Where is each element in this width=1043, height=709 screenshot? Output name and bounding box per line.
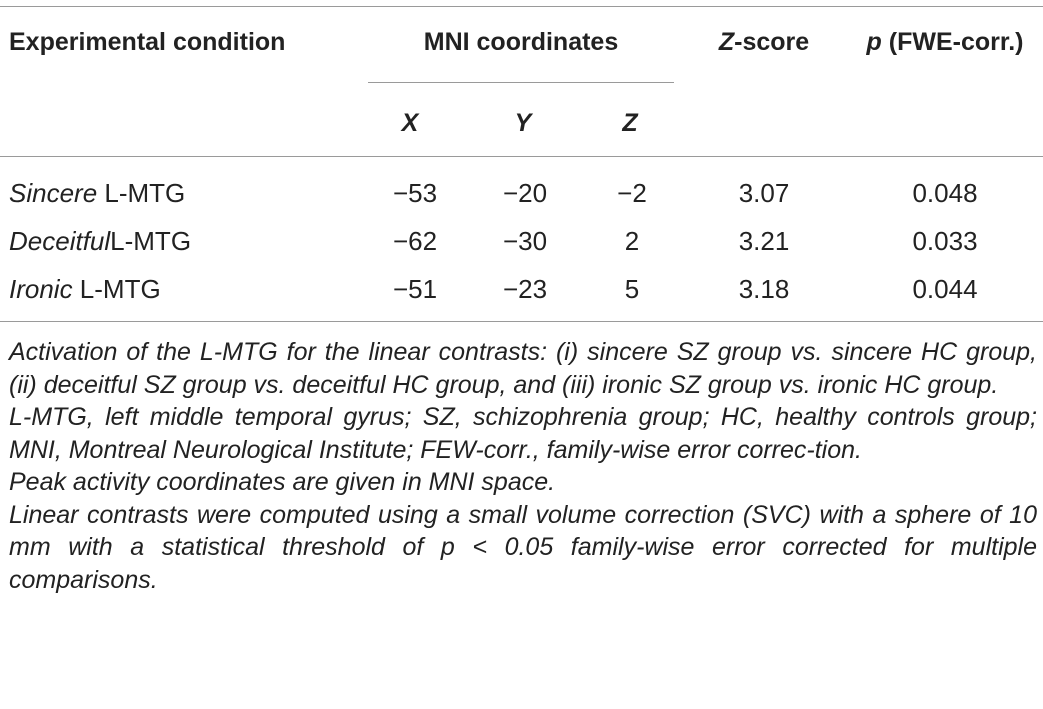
bottom-rule xyxy=(0,321,1043,322)
row-2-z: 2 xyxy=(624,226,640,256)
header-y: Y xyxy=(514,109,532,137)
row-3-zscore: 3.18 xyxy=(738,274,790,304)
row-3-z: 5 xyxy=(624,274,640,304)
footnote-abbreviations: L-MTG, left middle temporal gyrus; SZ, schizophrenia group; HC, healthy controls group; MNI, Montreal Neurological Institute; FEW-corr., family-wise error correc-tion. xyxy=(9,403,1037,464)
header-p-suffix: (FWE-corr.) xyxy=(881,28,1024,56)
footnote-activation: Activation of the L-MTG for the linear contrasts: (i) sincere SZ group vs. sincere HC group, (ii) deceitful SZ group vs. deceitful HC group, and (iii) ironic SZ group vs. ironic HC group. xyxy=(9,338,1037,399)
header-zscore xyxy=(719,27,809,57)
row-1-condition xyxy=(9,178,185,208)
footnote-peak-coordinates: Peak activity coordinates are given in MNI space. xyxy=(9,468,556,496)
row-2-condition-italic: Deceitful xyxy=(9,226,111,256)
top-rule xyxy=(0,6,1043,7)
row-1-y: −20 xyxy=(502,178,548,208)
row-1-x: −53 xyxy=(392,178,438,208)
row-3-condition xyxy=(9,274,161,304)
header-x: X xyxy=(401,109,419,137)
header-zscore-letter: Z xyxy=(718,28,735,56)
row-2-zscore: 3.21 xyxy=(738,226,790,256)
row-2-condition-rest: L-MTG xyxy=(110,226,192,256)
row-1-p: 0.048 xyxy=(912,178,978,208)
row-2-y: −30 xyxy=(502,226,548,256)
header-p xyxy=(867,27,1024,57)
row-2-p: 0.033 xyxy=(912,226,978,256)
row-3-condition-italic: Ironic xyxy=(9,274,73,304)
row-1-z: −2 xyxy=(617,178,647,208)
row-3-condition-rest: L-MTG xyxy=(72,274,161,304)
header-zscore-suffix: -score xyxy=(734,28,810,56)
header-rule xyxy=(0,156,1043,157)
table-footnotes xyxy=(9,336,1037,596)
header-p-letter: p xyxy=(866,28,882,56)
mni-subrule xyxy=(368,82,674,83)
row-2-condition xyxy=(9,226,191,256)
row-3-y: −23 xyxy=(502,274,548,304)
row-1-zscore: 3.07 xyxy=(738,178,790,208)
row-1-condition-italic: Sincere xyxy=(9,178,98,208)
footnote-linear-contrasts: Linear contrasts were computed using a small volume correction (SVC) with a sphere of 10 mm with a statistical threshold of p < 0.05 family-wise error corrected for multiple comparisons. xyxy=(9,500,1037,594)
row-3-x: −51 xyxy=(392,274,438,304)
header-condition: Experimental condition xyxy=(9,28,286,56)
row-3-p: 0.044 xyxy=(912,274,978,304)
header-mni: MNI coordinates xyxy=(423,28,619,56)
row-2-x: −62 xyxy=(392,226,438,256)
row-1-condition-rest: L-MTG xyxy=(97,178,186,208)
header-z: Z xyxy=(622,109,638,137)
